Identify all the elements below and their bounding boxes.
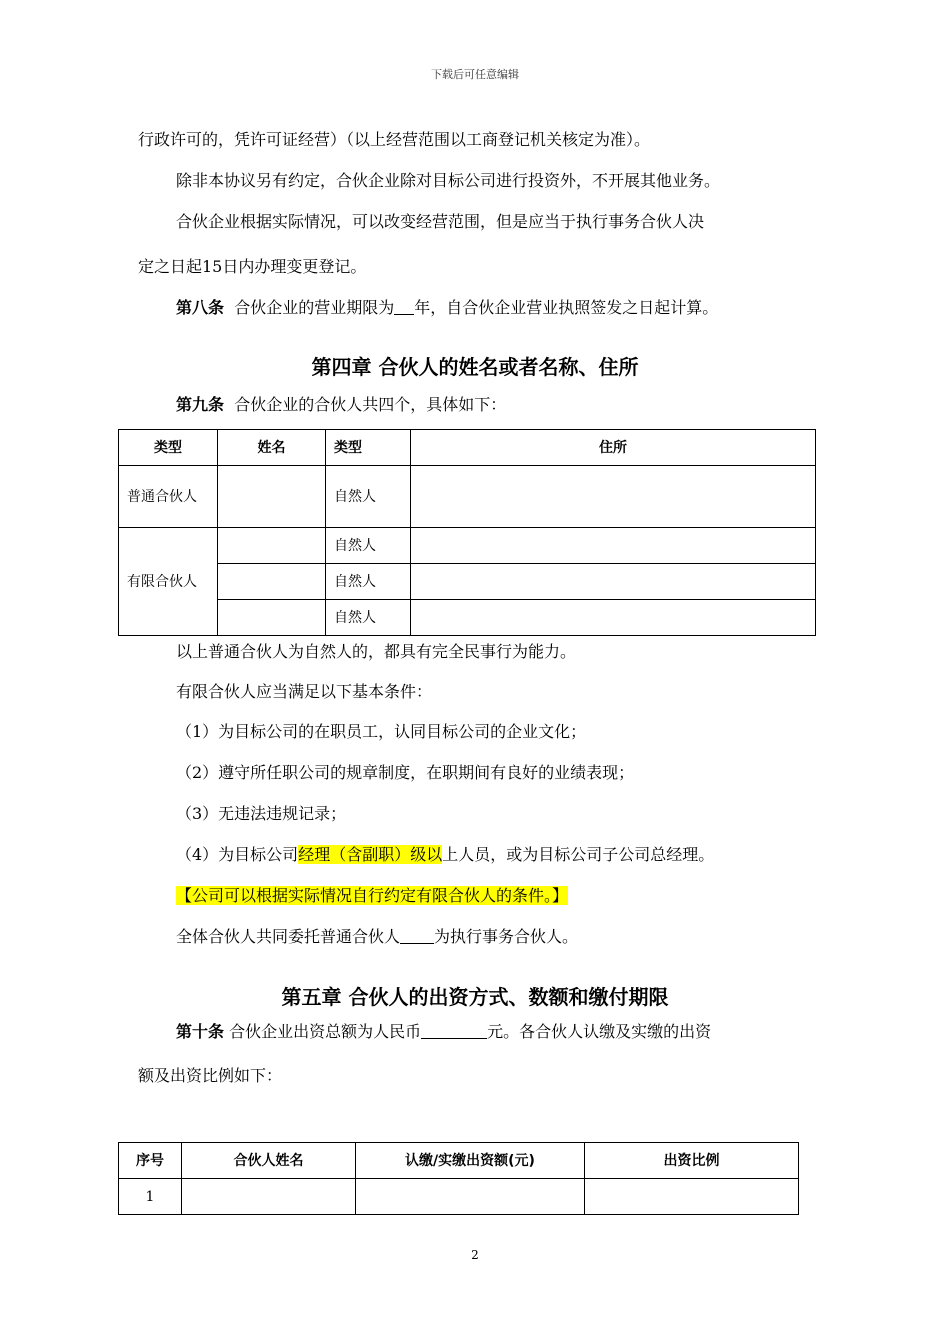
contribution-table <box>118 1142 799 1215</box>
table-header: 类型 <box>326 430 411 466</box>
paragraph: 除非本协议另有约定，合伙企业除对目标公司进行投资外，不开展其他业务。 <box>176 171 721 190</box>
blank-field <box>400 927 434 944</box>
chapter-title: 第五章 合伙人的出资方式、数额和缴付期限 <box>281 985 669 1009</box>
paragraph: 行政许可的，凭许可证经营）（以上经营范围以工商登记机关核定为准）。 <box>138 130 651 149</box>
address-cell <box>411 564 816 600</box>
table-header: 姓名 <box>218 430 326 466</box>
text: 全体合伙人共同委托普通合伙人 <box>176 927 401 946</box>
table-row <box>119 600 816 636</box>
blank-field <box>394 298 414 315</box>
article-label: 第九条 <box>176 395 225 414</box>
page-number: 2 <box>471 1248 479 1262</box>
partner-type-cell: 有限合伙人 <box>119 528 218 636</box>
table-cell <box>585 1179 799 1215</box>
partners-table <box>118 429 816 636</box>
article-8 <box>176 297 718 319</box>
address-cell <box>411 528 816 564</box>
highlighted-text: 经理（含副职）级以 <box>298 845 443 864</box>
address-cell <box>411 466 816 528</box>
paragraph: 额及出资比例如下： <box>138 1066 283 1085</box>
article-label: 第十条 <box>176 1022 225 1041</box>
article-text: 合伙企业出资总额为人民币 <box>229 1022 422 1041</box>
table-row <box>119 528 816 564</box>
paragraph <box>176 926 578 948</box>
person-type-cell: 自然人 <box>326 466 411 528</box>
blank-field <box>421 1022 487 1039</box>
text: 为执行事务合伙人。 <box>434 927 579 946</box>
article-text: 合伙企业的营业期限为 <box>234 298 395 317</box>
page-header: 下载后可任意编辑 <box>431 68 519 81</box>
chapter-title: 第四章 合伙人的姓名或者名称、住所 <box>311 355 639 379</box>
paragraph: 定之日起15日内办理变更登记。 <box>138 257 367 276</box>
condition-item: （1）为目标公司的在职员工，认同目标公司的企业文化； <box>176 722 587 741</box>
article-text: 元。各合伙人认缴及实缴的出资 <box>487 1022 712 1041</box>
table-header: 住所 <box>411 430 816 466</box>
text: （4）为目标公司 <box>176 845 299 864</box>
highlighted-note: 【公司可以根据实际情况自行约定有限合伙人的条件。】 <box>176 886 569 905</box>
paragraph: 有限合伙人应当满足以下基本条件： <box>176 682 433 701</box>
table-header: 出资比例 <box>585 1143 799 1179</box>
article-label: 第八条 <box>176 298 225 317</box>
name-cell <box>218 564 326 600</box>
person-type-cell: 自然人 <box>326 564 411 600</box>
paragraph: 合伙企业根据实际情况，可以改变经营范围，但是应当于执行事务合伙人决 <box>176 212 705 231</box>
table-cell <box>182 1179 356 1215</box>
table-header: 认缴/实缴出资额(元) <box>356 1143 585 1179</box>
table-row <box>119 564 816 600</box>
partner-type-cell: 普通合伙人 <box>119 466 218 528</box>
name-cell <box>218 600 326 636</box>
article-text: 年，自合伙企业营业执照签发之日起计算。 <box>414 298 719 317</box>
table-row <box>119 1179 799 1215</box>
table-header: 类型 <box>119 430 218 466</box>
condition-item: （2）遵守所任职公司的规章制度，在职期间有良好的业绩表现； <box>176 763 635 782</box>
article-text: 合伙企业的合伙人共四个，具体如下： <box>234 395 507 414</box>
table-header: 序号 <box>119 1143 182 1179</box>
text: 上人员，或为目标公司子公司总经理。 <box>442 845 715 864</box>
note <box>176 885 568 907</box>
article-9 <box>176 394 506 416</box>
paragraph: 以上普通合伙人为自然人的，都具有完全民事行为能力。 <box>176 642 577 661</box>
address-cell <box>411 600 816 636</box>
table-cell: 1 <box>119 1179 182 1215</box>
condition-item: （3）无违法违规记录； <box>176 804 347 823</box>
name-cell <box>218 466 326 528</box>
person-type-cell: 自然人 <box>326 528 411 564</box>
table-header: 合伙人姓名 <box>182 1143 356 1179</box>
table-row <box>119 466 816 528</box>
name-cell <box>218 528 326 564</box>
table-cell <box>356 1179 585 1215</box>
person-type-cell: 自然人 <box>326 600 411 636</box>
article-10 <box>176 1021 711 1043</box>
condition-item <box>176 844 714 866</box>
